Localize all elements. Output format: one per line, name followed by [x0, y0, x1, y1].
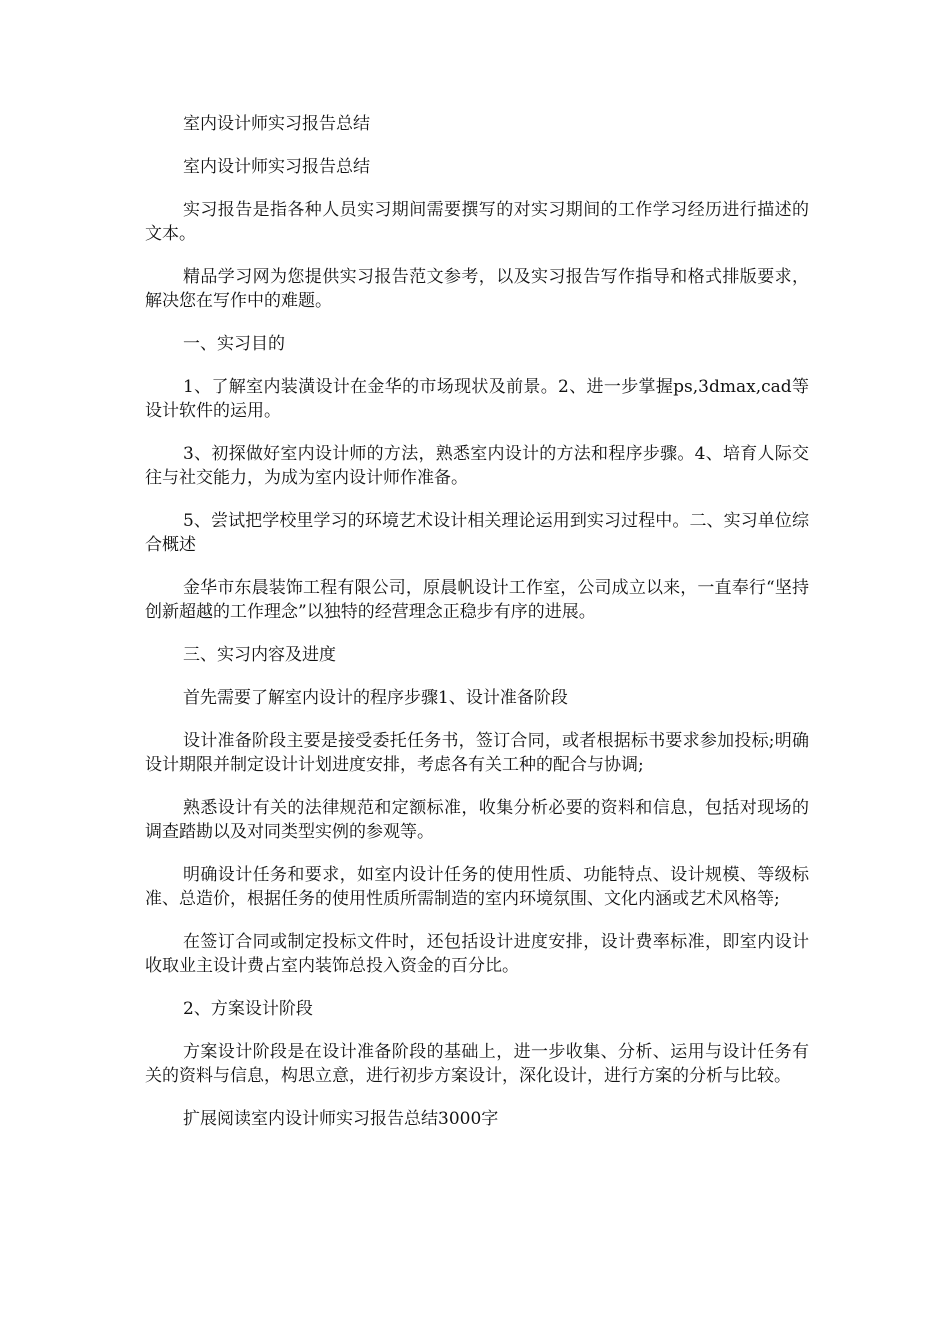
- section-heading: 一、实习目的: [183, 334, 285, 354]
- paragraph: 明确设计任务和要求，如室内设计任务的使用性质、功能特点、设计规模、等级标准、总造价，根据任务的使用性质所需制造的室内环境氛围、文化内涵或艺术风格等;: [145, 865, 809, 909]
- paragraph: 1、了解室内装潢设计在金华的市场现状及前景。2、进一步掌握ps,3dmax,cad等设计软件的运用。: [145, 377, 809, 421]
- paragraph: 3、初探做好室内设计师的方法，熟悉室内设计的方法和程序步骤。4、培育人际交往与社交能力，为成为室内设计师作准备。: [145, 444, 809, 488]
- paragraph: 方案设计阶段是在设计准备阶段的基础上，进一步收集、分析、运用与设计任务有关的资料与信息，构思立意，进行初步方案设计，深化设计，进行方案的分析与比较。: [145, 1042, 809, 1086]
- paragraph: 首先需要了解室内设计的程序步骤1、设计准备阶段: [183, 688, 568, 708]
- document-title: 室内设计师实习报告总结: [183, 114, 370, 134]
- paragraph: 熟悉设计有关的法律规范和定额标准，收集分析必要的资料和信息，包括对现场的调查踏勘以及对同类型实例的参观等。: [145, 798, 809, 842]
- paragraph: 在签订合同或制定投标文件时，还包括设计进度安排，设计费率标准，即室内设计收取业主设计费占室内装饰总投入资金的百分比。: [145, 932, 809, 976]
- paragraph: 精品学习网为您提供实习报告范文参考，以及实习报告写作指导和格式排版要求，解决您在写作中的难题。: [145, 267, 809, 311]
- document-subtitle: 室内设计师实习报告总结: [183, 157, 370, 177]
- paragraph: 实习报告是指各种人员实习期间需要撰写的对实习期间的工作学习经历进行描述的文本。: [145, 200, 809, 244]
- paragraph: 金华市东晨装饰工程有限公司，原晨帆设计工作室，公司成立以来，一直奉行“坚持创新超越的工作理念”以独特的经营理念正稳步有序的进展。: [145, 578, 809, 622]
- extended-reading-line: 扩展阅读室内设计师实习报告总结3000字: [183, 1109, 499, 1129]
- paragraph: 设计准备阶段主要是接受委托任务书，签订合同，或者根据标书要求参加投标;明确设计期限并制定设计计划进度安排，考虑各有关工种的配合与协调;: [145, 731, 809, 775]
- paragraph: 5、尝试把学校里学习的环境艺术设计相关理论运用到实习过程中。二、实习单位综合概述: [145, 511, 809, 555]
- section-heading: 2、方案设计阶段: [183, 999, 313, 1019]
- section-heading: 三、实习内容及进度: [183, 645, 336, 665]
- document-body: [145, 112, 809, 1150]
